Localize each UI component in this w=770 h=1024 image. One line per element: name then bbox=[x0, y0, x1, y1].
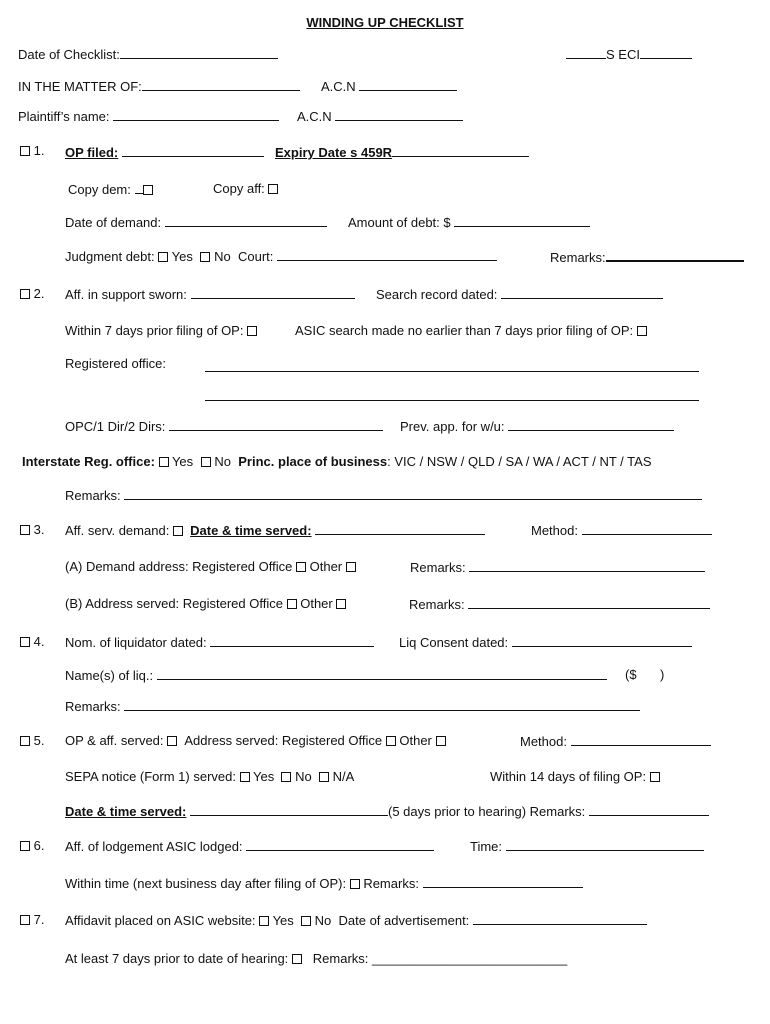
interstate-remarks-row bbox=[65, 487, 702, 504]
interstate-no-label: No bbox=[214, 454, 232, 469]
liq-names-row bbox=[65, 667, 607, 684]
opc-label: OPC/1 Dir/2 Dirs: bbox=[65, 419, 166, 434]
prev-app-row bbox=[400, 418, 674, 435]
section-6-header bbox=[20, 838, 44, 854]
registered-office-field-2[interactable] bbox=[205, 400, 699, 401]
s6-time-field[interactable] bbox=[506, 838, 704, 851]
aff-support-field[interactable] bbox=[191, 286, 355, 299]
address-remarks-row bbox=[409, 596, 710, 613]
op-aff-served-label: OP & aff. served: bbox=[65, 733, 164, 748]
aff-lodgement-label: Aff. of lodgement ASIC lodged: bbox=[65, 839, 243, 854]
copy-aff-label: Copy aff: bbox=[213, 181, 265, 196]
registered-office-field-1[interactable] bbox=[205, 371, 699, 372]
address-served-row bbox=[65, 596, 346, 612]
op-aff-served-row bbox=[65, 733, 446, 749]
op-filed-label: OP filed: bbox=[65, 145, 119, 160]
plaintiff-row bbox=[18, 108, 279, 125]
s6-time-row bbox=[470, 838, 704, 855]
address-registered-checkbox[interactable] bbox=[287, 599, 297, 609]
s5-address-served-label: Address served: Registered Office bbox=[184, 733, 383, 748]
address-remarks-field[interactable] bbox=[468, 596, 710, 609]
princ-place-label: Princ. place of business bbox=[238, 454, 388, 469]
section-4-number: 4. bbox=[33, 634, 45, 649]
princ-place-states: : VIC / NSW / QLD / SA / WA / ACT / NT / TAS bbox=[387, 454, 652, 469]
s3-date-time-label: Date & time served: bbox=[190, 523, 312, 538]
liq-consent-row bbox=[399, 634, 692, 651]
page-title: WINDING UP CHECKLIST bbox=[306, 15, 464, 30]
matter-acn-row bbox=[321, 78, 457, 95]
section-4-checkbox[interactable] bbox=[20, 637, 30, 647]
expiry-row bbox=[275, 144, 529, 161]
amount-of-debt-label: Amount of debt: $ bbox=[348, 215, 451, 230]
op-filed-row bbox=[65, 144, 264, 161]
court-label: Court: bbox=[237, 249, 274, 264]
interstate-yes-checkbox[interactable] bbox=[159, 457, 169, 467]
within-time-label: Within time (next business day after filing of OP): bbox=[65, 876, 347, 891]
within14-label: Within 14 days of filing OP: bbox=[490, 769, 647, 784]
opc-field[interactable] bbox=[169, 418, 383, 431]
s5-other-checkbox[interactable] bbox=[436, 736, 446, 746]
expiry-label: Expiry Date s 459R bbox=[275, 145, 393, 160]
s4-remarks-field[interactable] bbox=[124, 698, 640, 711]
aff-serv-label: Aff. serv. demand bbox=[65, 523, 166, 538]
section-6-checkbox[interactable] bbox=[20, 841, 30, 851]
s5-method-label: Method: bbox=[520, 734, 567, 749]
copy-dem-label: Copy dem: bbox=[68, 182, 131, 197]
address-other-label: Other bbox=[300, 596, 333, 611]
judgment-debt-row bbox=[65, 248, 497, 265]
sepa-na-checkbox[interactable] bbox=[319, 772, 329, 782]
section-1-number: 1. bbox=[33, 143, 45, 158]
liq-names-label: Name(s) of liq.: bbox=[65, 668, 154, 683]
address-served-label: (B) Address served: Registered Office bbox=[65, 596, 283, 611]
liq-consent-field[interactable] bbox=[512, 634, 692, 647]
s6-remarks-label: Remarks: bbox=[363, 876, 419, 891]
s3-method-field[interactable] bbox=[582, 522, 712, 535]
matter-label: IN THE MATTER OF: bbox=[18, 79, 142, 94]
section-7-checkbox[interactable] bbox=[20, 915, 30, 925]
aff-support-label: Aff. in support sworn: bbox=[65, 287, 187, 302]
section-2-number: 2. bbox=[33, 286, 45, 301]
section-3-number: 3. bbox=[33, 522, 45, 537]
at-least-checkbox[interactable] bbox=[292, 954, 302, 964]
asic-search-checkbox[interactable] bbox=[637, 326, 647, 336]
within14-checkbox[interactable] bbox=[650, 772, 660, 782]
section-3-header bbox=[20, 522, 44, 538]
plaintiff-acn-label: A.C.N bbox=[297, 109, 332, 124]
amount-of-debt-field[interactable] bbox=[454, 214, 590, 227]
asic-search-label: ASIC search made no earlier than 7 days prior filing of OP: bbox=[295, 323, 634, 338]
sepa-yes-label: Yes bbox=[253, 769, 275, 784]
plaintiff-label: Plaintiff’s name: bbox=[18, 109, 110, 124]
liq-fee-open: ($ bbox=[625, 667, 637, 682]
judgment-yes-checkbox[interactable] bbox=[158, 252, 168, 262]
section-1-checkbox[interactable] bbox=[20, 146, 30, 156]
seci-label: S ECI bbox=[606, 47, 640, 62]
section-5-header bbox=[20, 733, 44, 749]
judgment-yes-label: Yes bbox=[171, 249, 193, 264]
interstate-yes-label: Yes bbox=[171, 454, 194, 469]
within7-checkbox[interactable] bbox=[247, 326, 257, 336]
within7-label: Within 7 days prior filing of OP: bbox=[65, 323, 244, 338]
date-of-demand-row bbox=[65, 214, 327, 231]
seci-field[interactable] bbox=[640, 46, 692, 59]
aff-serv-checkbox[interactable] bbox=[173, 526, 183, 536]
s5-date-time-field[interactable] bbox=[190, 803, 388, 816]
s5-method-row bbox=[520, 733, 711, 750]
interstate-row bbox=[22, 454, 652, 470]
within7-row bbox=[65, 323, 257, 339]
date-of-checklist-row bbox=[18, 46, 278, 63]
demand-remarks-label: Remarks: bbox=[410, 560, 466, 575]
s1-remarks-field[interactable] bbox=[606, 248, 744, 262]
within-time-checkbox[interactable] bbox=[350, 879, 360, 889]
s1-remarks-row bbox=[550, 248, 744, 266]
aff-support-row bbox=[65, 286, 355, 303]
affidavit-yes-label: Yes bbox=[272, 913, 294, 928]
nom-label: Nom. of liquidator dated: bbox=[65, 635, 207, 650]
nom-field[interactable] bbox=[210, 634, 374, 647]
address-other-checkbox[interactable] bbox=[336, 599, 346, 609]
seci-row bbox=[566, 46, 692, 63]
aff-lodgement-row bbox=[65, 838, 434, 855]
interstate-no-checkbox[interactable] bbox=[201, 457, 211, 467]
sepa-label: SEPA notice (Form 1) served: bbox=[65, 769, 236, 784]
section-6-number: 6. bbox=[33, 838, 45, 853]
search-record-row bbox=[376, 286, 663, 303]
liq-names-field[interactable] bbox=[157, 667, 607, 680]
judgment-debt-label: Judgment debt: bbox=[65, 249, 155, 264]
plaintiff-acn-row bbox=[297, 108, 463, 125]
judgment-no-label: No bbox=[214, 249, 231, 264]
matter-row bbox=[18, 78, 300, 95]
section-2-checkbox[interactable] bbox=[20, 289, 30, 299]
s7-remarks-label: Remarks: ___________________________ bbox=[312, 951, 568, 966]
at-least-label: At least 7 days prior to date of hearing: bbox=[65, 951, 289, 966]
search-record-label: Search record dated: bbox=[376, 287, 498, 302]
section-3-checkbox[interactable] bbox=[20, 525, 30, 535]
address-remarks-label: Remarks: bbox=[409, 597, 465, 612]
s5-registered-checkbox[interactable] bbox=[386, 736, 396, 746]
opc-row bbox=[65, 418, 383, 435]
s3-method-row bbox=[531, 522, 712, 539]
sepa-yes-checkbox[interactable] bbox=[240, 772, 250, 782]
prev-app-label: Prev. app. for w/u: bbox=[400, 419, 505, 434]
s3-date-time-field[interactable] bbox=[315, 522, 485, 535]
five-days-label: (5 days prior to hearing) Remarks: bbox=[388, 804, 586, 819]
plaintiff-field[interactable] bbox=[113, 108, 279, 121]
s5-other-label: Other bbox=[399, 733, 432, 748]
date-of-checklist-field[interactable] bbox=[120, 46, 278, 59]
section-4-header bbox=[20, 634, 44, 650]
copy-aff-row bbox=[213, 181, 278, 197]
date-of-demand-label: Date of demand: bbox=[65, 215, 162, 230]
interstate-remarks-label: Remarks: bbox=[65, 488, 121, 503]
s5-date-time-row bbox=[65, 803, 709, 820]
s3-method-label: Method: bbox=[531, 523, 578, 538]
affidavit-no-label: No bbox=[314, 913, 332, 928]
sepa-no-checkbox[interactable] bbox=[281, 772, 291, 782]
section-7-number: 7. bbox=[33, 912, 45, 927]
matter-field[interactable] bbox=[142, 78, 300, 91]
demand-remarks-row bbox=[410, 559, 705, 576]
demand-registered-checkbox[interactable] bbox=[296, 562, 306, 572]
s4-remarks-row bbox=[65, 698, 640, 715]
court-field[interactable] bbox=[277, 248, 497, 261]
sepa-row bbox=[65, 769, 354, 785]
seci-prefix-field[interactable] bbox=[566, 46, 606, 59]
section-7-header bbox=[20, 912, 44, 928]
within-time-row bbox=[65, 875, 583, 892]
liq-consent-label: Liq Consent dated: bbox=[399, 635, 509, 650]
s4-remarks-label: Remarks: bbox=[65, 699, 121, 714]
copy-aff-checkbox[interactable] bbox=[268, 184, 278, 194]
s5-date-time-label: Date & time served: bbox=[65, 804, 187, 819]
affidavit-website-label: Affidavit placed on ASIC website: bbox=[65, 913, 256, 928]
section-2-header bbox=[20, 286, 44, 302]
prev-app-field[interactable] bbox=[508, 418, 674, 431]
plaintiff-acn-field[interactable] bbox=[335, 108, 463, 121]
interstate-remarks-field[interactable] bbox=[124, 487, 702, 500]
nom-row bbox=[65, 634, 374, 651]
aff-lodgement-field[interactable] bbox=[246, 838, 434, 851]
date-adv-label: Date of advertisement: bbox=[338, 913, 470, 928]
s5-method-field[interactable] bbox=[571, 733, 711, 746]
demand-other-checkbox[interactable] bbox=[346, 562, 356, 572]
affidavit-no-checkbox[interactable] bbox=[301, 916, 311, 926]
copy-dem-underline bbox=[135, 181, 143, 194]
op-aff-served-checkbox[interactable] bbox=[167, 736, 177, 746]
search-record-field[interactable] bbox=[501, 286, 663, 299]
section-5-number: 5. bbox=[33, 733, 45, 748]
sepa-no-label: No bbox=[295, 769, 312, 784]
demand-address-label: (A) Demand address: Registered Office bbox=[65, 559, 293, 574]
amount-of-debt-row bbox=[348, 214, 590, 231]
liq-fee-row bbox=[625, 667, 637, 683]
interstate-label: Interstate Reg. office: bbox=[22, 454, 155, 469]
asic-search-row bbox=[295, 323, 647, 339]
demand-other-label: Other bbox=[309, 559, 343, 574]
demand-remarks-field[interactable] bbox=[469, 559, 705, 572]
date-adv-field[interactable] bbox=[473, 912, 647, 925]
section-1-header bbox=[20, 143, 44, 159]
affidavit-website-row bbox=[65, 912, 647, 929]
aff-serv-row bbox=[65, 522, 485, 539]
matter-acn-field[interactable] bbox=[359, 78, 457, 91]
date-of-checklist-label: Date of Checklist: bbox=[18, 47, 120, 62]
expiry-field[interactable] bbox=[392, 144, 529, 157]
matter-acn-label: A.C.N bbox=[321, 79, 356, 94]
within14-row bbox=[490, 769, 660, 785]
copy-dem-checkbox[interactable] bbox=[143, 185, 153, 195]
aff-serv-colon: : bbox=[165, 523, 170, 538]
registered-office-label: Registered office: bbox=[65, 356, 166, 371]
s1-remarks-label: Remarks: bbox=[550, 250, 606, 265]
judgment-no-checkbox[interactable] bbox=[200, 252, 210, 262]
liq-fee-close: ) bbox=[660, 667, 665, 682]
section-5-checkbox[interactable] bbox=[20, 736, 30, 746]
s6-time-label: Time: bbox=[470, 839, 503, 854]
copy-dem-row bbox=[68, 181, 153, 198]
affidavit-yes-checkbox[interactable] bbox=[259, 916, 269, 926]
at-least-row bbox=[65, 951, 567, 967]
sepa-na-label: N/A bbox=[332, 769, 355, 784]
op-filed-field[interactable] bbox=[122, 144, 264, 157]
date-of-demand-field[interactable] bbox=[165, 214, 327, 227]
s6-remarks-field[interactable] bbox=[423, 875, 583, 888]
s5-remarks-field[interactable] bbox=[589, 803, 709, 816]
demand-address-row bbox=[65, 559, 356, 575]
